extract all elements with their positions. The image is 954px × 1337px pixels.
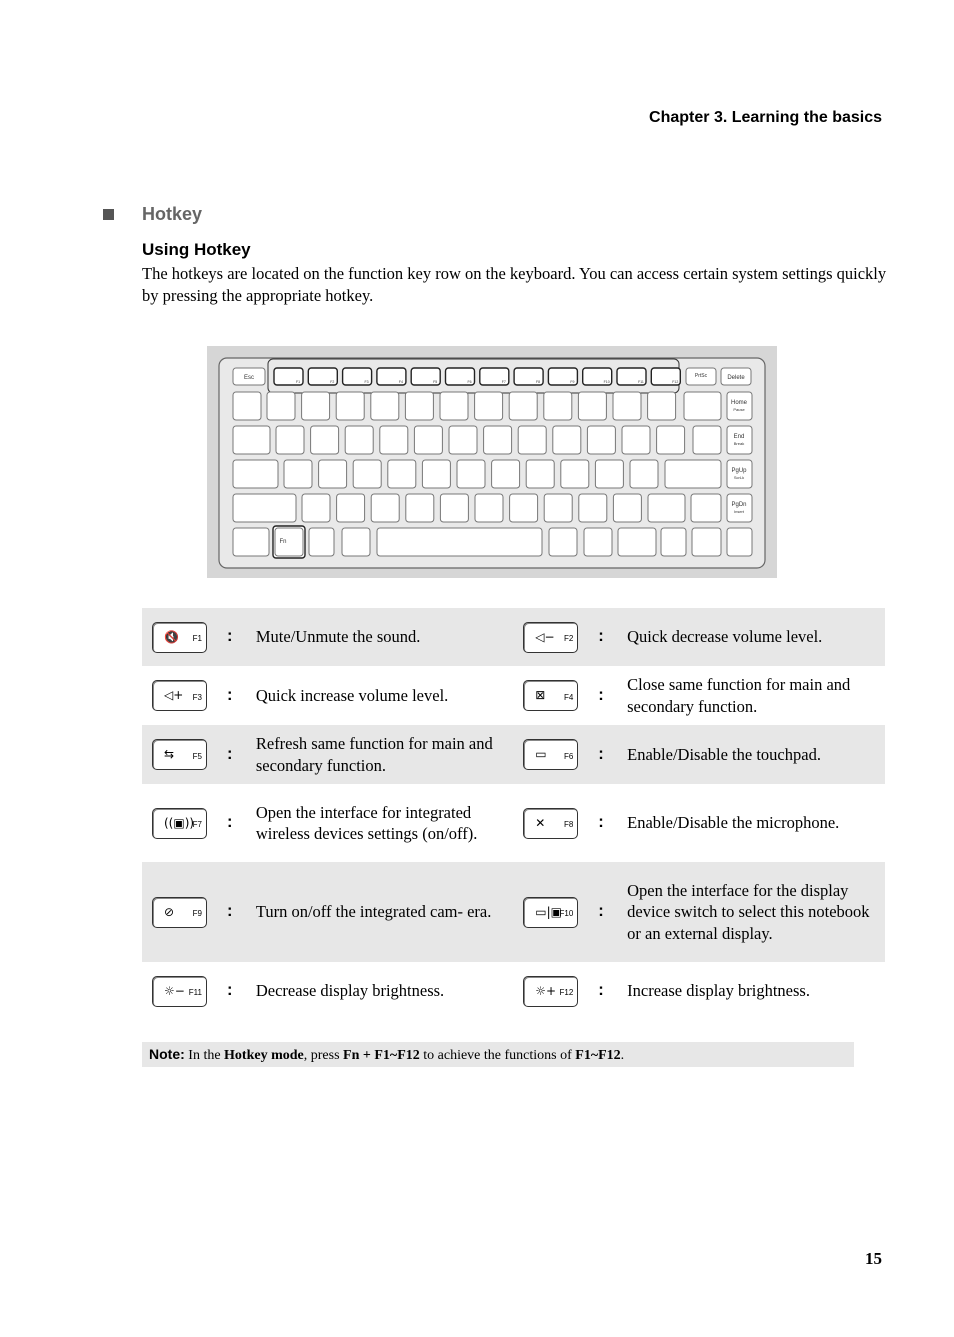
key-label: Esc — [243, 375, 255, 381]
hotkey-fn-label: F7 — [192, 820, 202, 829]
colon-separator: : — [227, 608, 256, 666]
key — [267, 392, 295, 420]
note-bold-1: Hotkey mode — [224, 1048, 304, 1063]
hotkey-description: Open the interface for integrated wireless devices settings (on/off). — [255, 802, 478, 843]
key-label: F4 — [398, 380, 403, 384]
table-row — [142, 608, 885, 666]
hotkey-fn-label: F3 — [192, 692, 202, 702]
key — [693, 426, 721, 454]
hotkey-fn-label: F9 — [192, 909, 202, 918]
key — [449, 426, 477, 454]
hotkey-keycap — [523, 739, 578, 770]
key-pgdn — [727, 494, 752, 522]
hotkey-icon: 🔇 — [164, 629, 179, 644]
hotkey-fn-label: F8 — [563, 820, 574, 829]
hotkey-description: Enable/Disable the microphone. — [627, 813, 840, 833]
key — [302, 494, 330, 522]
key-label: F11 — [638, 380, 644, 384]
hotkey-fn-label: F2 — [563, 634, 574, 643]
key-label: Delete — [727, 375, 745, 381]
key-label: F6 — [467, 380, 472, 384]
note-box — [142, 1042, 854, 1067]
key — [692, 528, 721, 556]
key — [657, 426, 685, 454]
key — [544, 494, 572, 522]
key — [584, 528, 612, 556]
key-label: F9 — [570, 380, 575, 384]
subsection-title: Using Hotkey — [142, 240, 251, 259]
key-label: Home — [730, 400, 748, 406]
colon-separator: : — [598, 981, 604, 1000]
key — [630, 460, 658, 488]
hotkey-icon: ◁− — [535, 629, 555, 644]
key — [579, 494, 607, 522]
key — [510, 494, 538, 522]
keyboard-diagram — [207, 346, 777, 578]
hotkey-fn-label: F10 — [559, 909, 574, 918]
key-label: F8 — [536, 380, 541, 384]
key — [371, 392, 399, 420]
hotkey-description: Quick decrease volume level. — [627, 608, 885, 666]
key — [414, 426, 442, 454]
keyboard-illustration — [207, 346, 777, 578]
note-bold-2: Fn + F1~F12 — [343, 1048, 420, 1063]
key — [648, 494, 685, 522]
key — [553, 426, 581, 454]
key — [648, 392, 676, 420]
key — [544, 392, 572, 420]
table-row — [142, 962, 885, 1020]
hotkey-description: Turn on/off the integrated cam- era. — [256, 862, 513, 962]
key-label: Pause — [733, 407, 745, 412]
colon-separator: : — [598, 608, 627, 666]
key — [311, 426, 339, 454]
note-text-3: to achieve the functions of — [419, 1048, 576, 1063]
key — [549, 528, 577, 556]
key — [509, 392, 537, 420]
colon-separator: : — [598, 813, 604, 832]
key — [319, 460, 347, 488]
key-space — [377, 528, 542, 556]
key — [661, 528, 686, 556]
key-label: PgDn — [731, 502, 747, 508]
key — [309, 528, 334, 556]
hotkey-fn-label: F12 — [559, 988, 574, 997]
hotkey-icon: ((▣)) — [164, 815, 195, 830]
hotkey-description: Increase display brightness. — [627, 981, 810, 1001]
hotkey-keycap — [523, 897, 578, 928]
hotkey-description: Open the interface for the display device switch to select this notebook or an external display. — [627, 862, 885, 962]
table-row — [142, 666, 885, 725]
hotkey-fn-label: F11 — [188, 988, 202, 997]
key-pgup — [727, 460, 752, 488]
key-home — [727, 392, 752, 420]
table-row — [142, 725, 885, 784]
hotkey-description: Quick increase volume level. — [255, 685, 449, 705]
hotkey-keycap — [152, 680, 207, 711]
key-label: Insert — [733, 509, 745, 514]
page-number: 15 — [865, 1249, 882, 1268]
key-label: F12 — [672, 380, 679, 384]
key-label: F3 — [364, 380, 369, 384]
key — [353, 460, 381, 488]
table-row — [142, 862, 885, 962]
key — [440, 392, 468, 420]
key — [484, 426, 512, 454]
hotkey-icon: ⊘ — [164, 904, 175, 919]
key — [405, 392, 433, 420]
colon-separator: : — [227, 862, 256, 962]
hotkey-icon: ⊠ — [535, 688, 546, 702]
key — [684, 392, 721, 420]
key-label: PgUp — [731, 468, 747, 474]
key-label: F7 — [501, 380, 506, 384]
key-label: ScrLk — [733, 475, 745, 480]
colon-separator: : — [227, 725, 256, 784]
colon-separator: : — [227, 685, 233, 704]
key — [475, 494, 503, 522]
key-label: Fn — [279, 539, 287, 545]
hotkey-keycap — [523, 680, 578, 711]
intro-paragraph: The hotkeys are located on the function key row on the keyboard. You can access certain system settings quickly by pressing the appropriate hotkey. — [142, 264, 887, 305]
hotkey-icon: ☼+ — [535, 983, 557, 998]
key — [526, 460, 554, 488]
key — [440, 494, 468, 522]
colon-separator: : — [598, 862, 627, 962]
key — [613, 494, 641, 522]
colon-separator: : — [227, 981, 233, 1000]
hotkey-icon: ☼− — [164, 983, 185, 998]
key — [233, 460, 278, 488]
hotkey-fn-label: F5 — [192, 751, 202, 761]
table-row — [142, 784, 885, 862]
key — [727, 528, 752, 556]
key — [337, 494, 365, 522]
key — [561, 460, 589, 488]
key-label: Break — [733, 441, 745, 446]
key — [618, 528, 656, 556]
key — [578, 392, 606, 420]
key — [380, 426, 408, 454]
hotkey-description: Mute/Unmute the sound. — [256, 608, 513, 666]
key-end — [727, 426, 752, 454]
hotkey-description: Close same function for main and secondary function. — [627, 675, 851, 716]
note-text-4: . — [620, 1048, 625, 1063]
colon-separator: : — [598, 685, 604, 704]
key — [595, 460, 623, 488]
note-text-1: In the — [184, 1048, 225, 1063]
hotkey-description: Refresh same function for main and secondary function. — [256, 725, 513, 784]
hotkey-icon: ✕ — [535, 815, 546, 830]
hotkey-fn-label: F6 — [563, 751, 574, 761]
key — [518, 426, 546, 454]
hotkey-keycap — [152, 808, 207, 839]
hotkey-fn-label: F4 — [563, 692, 574, 702]
hotkey-description: Enable/Disable the touchpad. — [627, 725, 885, 784]
hotkey-keycap — [152, 622, 207, 653]
key-label: End — [733, 434, 745, 440]
hotkey-icon: ◁+ — [164, 688, 184, 702]
key — [336, 392, 364, 420]
key — [665, 460, 721, 488]
key — [492, 460, 520, 488]
hotkey-keycap — [523, 976, 578, 1007]
hotkey-fn-label: F1 — [192, 634, 202, 643]
hotkey-icon: ⇆ — [164, 747, 175, 761]
key — [342, 528, 370, 556]
colon-separator: : — [227, 813, 233, 832]
key — [691, 494, 721, 522]
key-label: F2 — [330, 380, 335, 384]
key-label: F1 — [295, 380, 301, 384]
key-label: F10 — [603, 380, 610, 384]
key — [233, 494, 296, 522]
hotkey-keycap — [152, 897, 207, 928]
chapter-header: Chapter 3. Learning the basics — [649, 109, 882, 126]
key-label: PrtSc — [694, 373, 708, 379]
hotkey-icon: ▭ — [535, 747, 547, 761]
key — [622, 426, 650, 454]
key — [613, 392, 641, 420]
key — [276, 426, 304, 454]
key — [406, 494, 434, 522]
key — [422, 460, 450, 488]
key — [587, 426, 615, 454]
hotkey-keycap — [152, 739, 207, 770]
key — [233, 528, 269, 556]
key — [371, 494, 399, 522]
key — [233, 392, 261, 420]
key — [457, 460, 485, 488]
key — [284, 460, 312, 488]
key — [388, 460, 416, 488]
key — [345, 426, 373, 454]
hotkey-table — [142, 608, 885, 1020]
hotkey-icon: ▭|▣ — [535, 904, 562, 919]
section-title: Hotkey — [142, 204, 203, 224]
key-label: F5 — [433, 380, 438, 384]
hotkey-keycap — [152, 976, 207, 1007]
note-label: Note: — [149, 1046, 185, 1062]
key — [475, 392, 503, 420]
section-bullet-icon — [103, 209, 114, 220]
note-bold-3: F1~F12 — [575, 1048, 621, 1063]
note-text-2: , press — [303, 1048, 344, 1063]
hotkey-description: Decrease display brightness. — [255, 981, 445, 1001]
key — [302, 392, 330, 420]
colon-separator: : — [598, 725, 627, 784]
key — [233, 426, 270, 454]
hotkey-keycap — [523, 808, 578, 839]
hotkey-keycap — [523, 622, 578, 653]
